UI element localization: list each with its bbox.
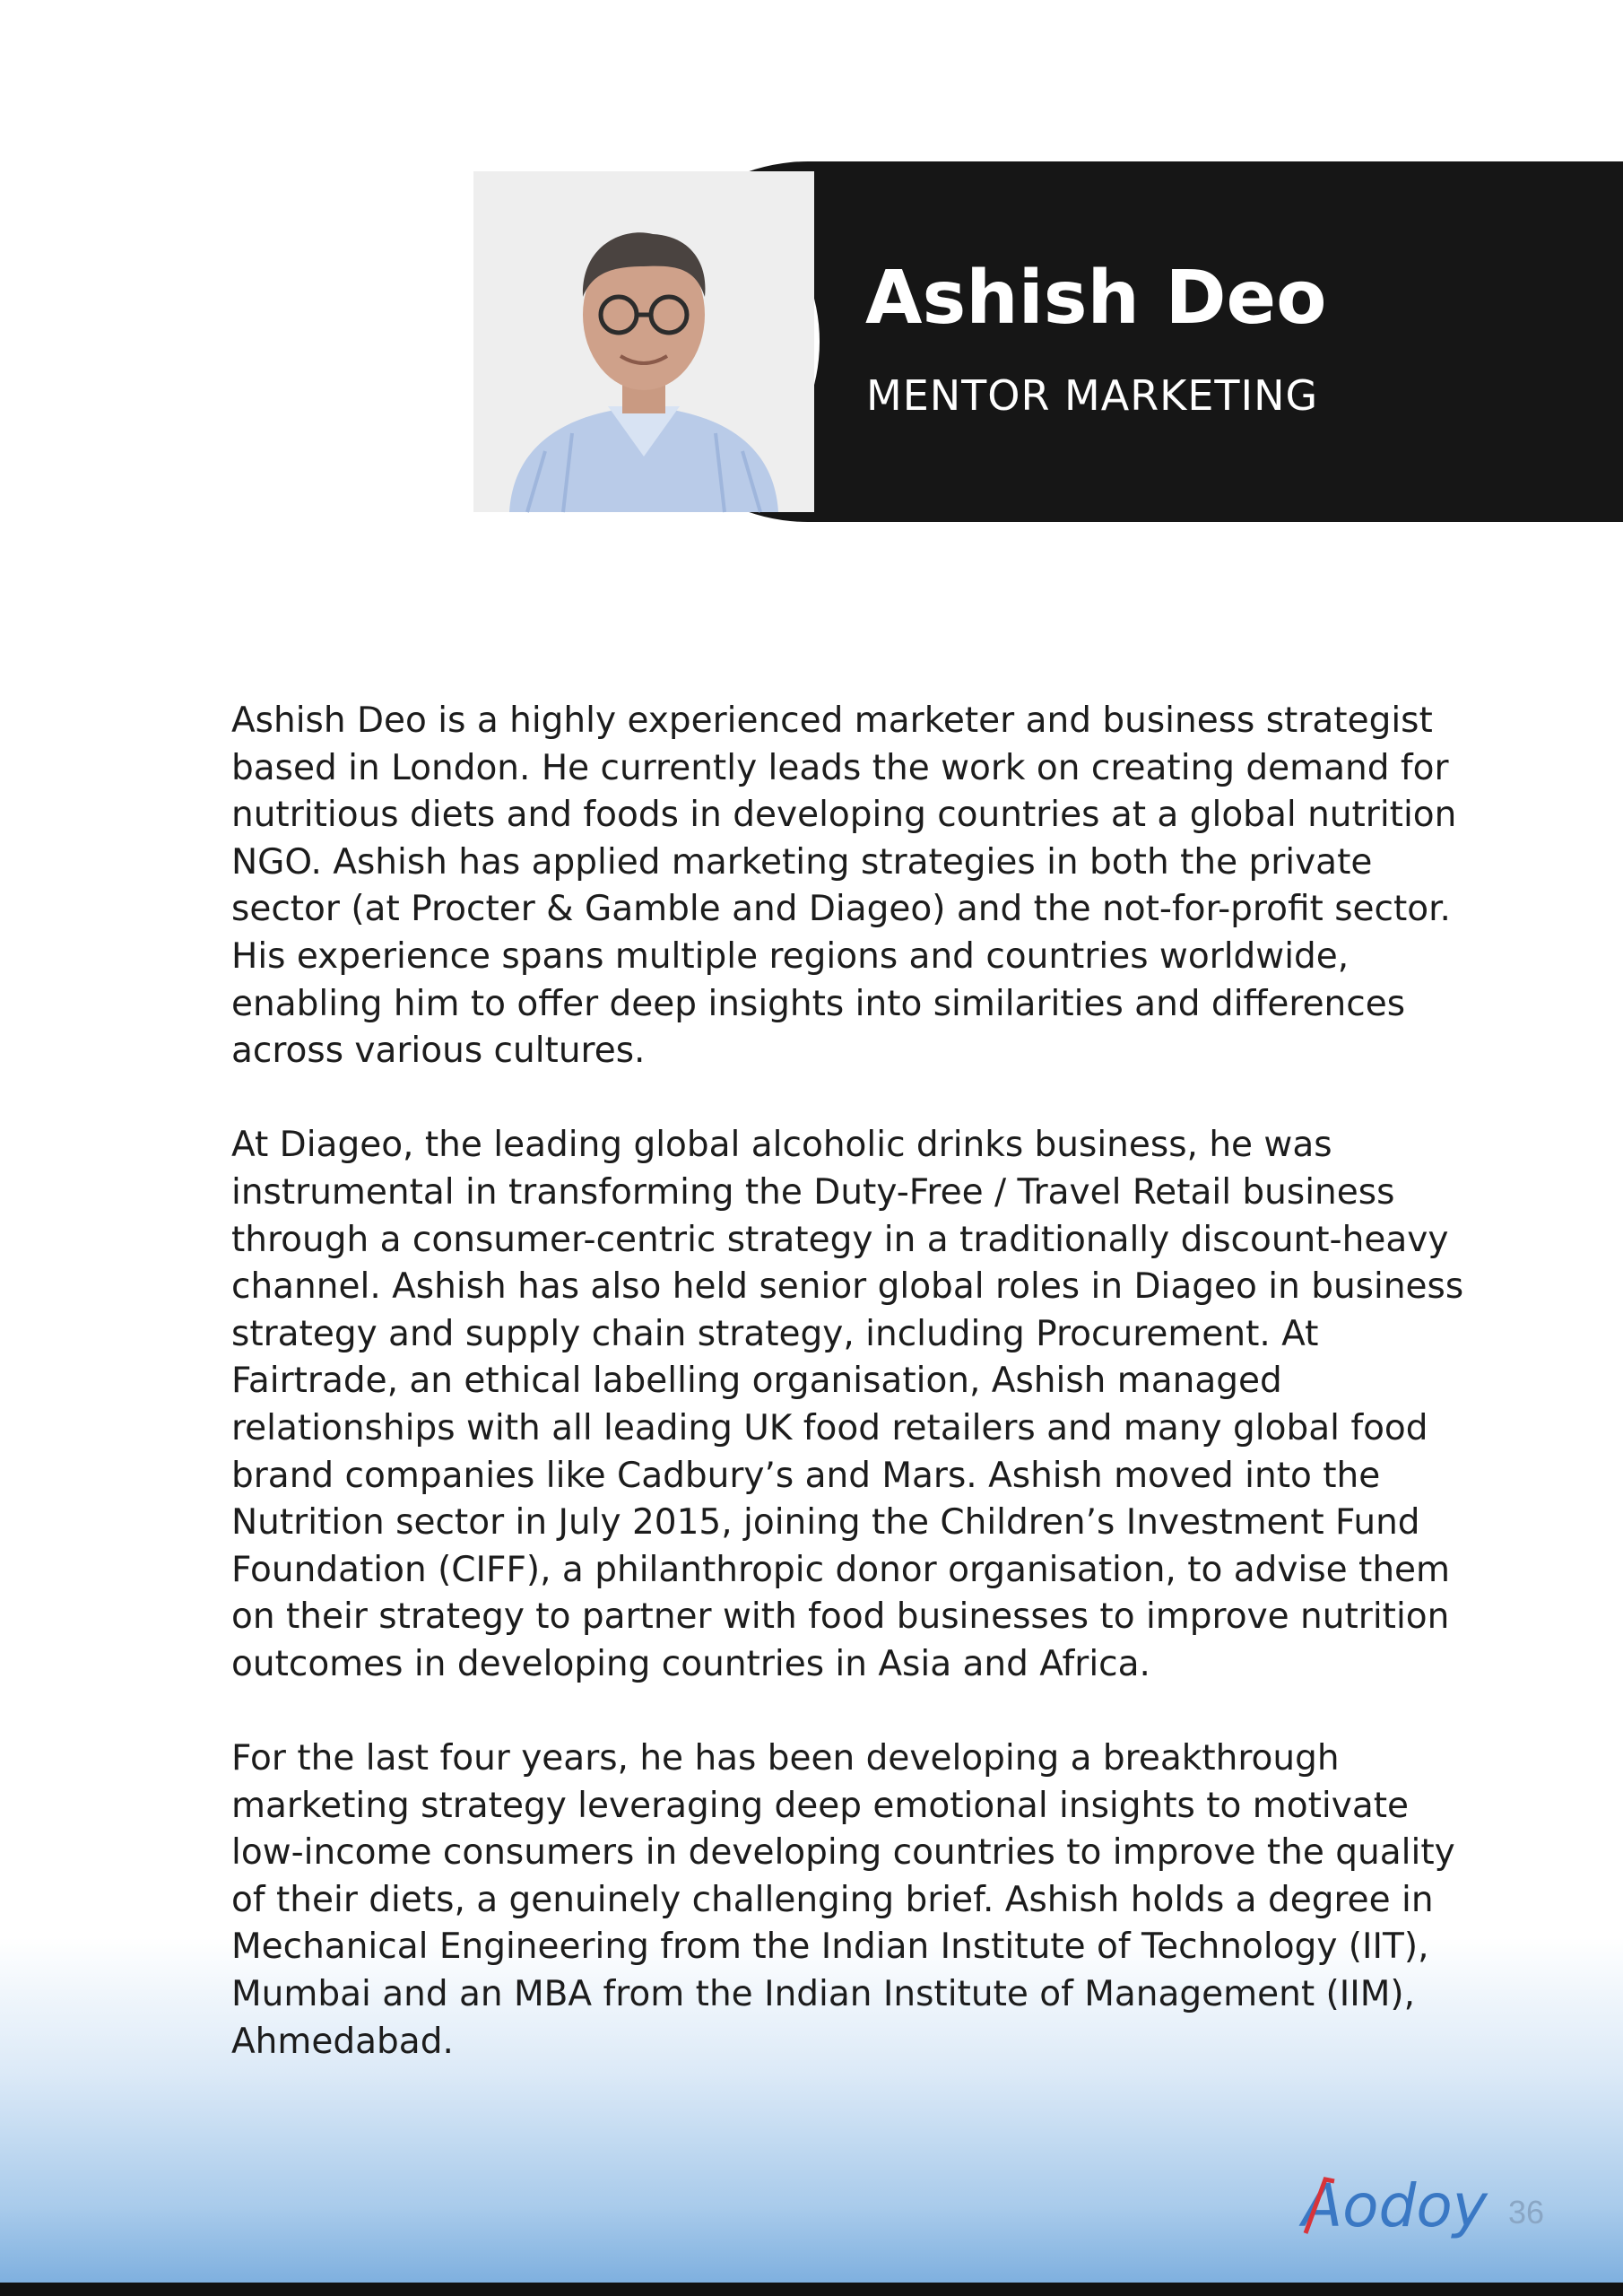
footer-bar — [0, 2283, 1623, 2296]
page-number: 36 — [1508, 2194, 1545, 2231]
bio-paragraph: At Diageo, the leading global alcoholic drinks business, he was instrumental in transforming the Duty-Free / Travel Retail business through a consumer-centric strategy in a traditionally discount-heavy channel. Ashish has also held senior global roles in Diageo in business strategy and supply chain strategy, including Procurement. At Fairtrade, an ethical labelling organisation, Ashish managed relationships with all leading UK food retailers and many global food brand companies like Cadbury’s and Mars. Ashish moved into the Nutrition sector in July 2015, joining the Children’s Investment Fund Foundation (CIFF), a philanthropic donor organisation, to advise them on their strategy to partner with food businesses to improve nutrition outcomes in developing countries in Asia and Africa. — [231, 1125, 1464, 1684]
profile-photo — [473, 171, 814, 512]
person-photo-icon — [473, 171, 814, 512]
bio-paragraph: For the last four years, he has been developing a breakthrough marketing strategy leveraging deep emotional insights to motivate low-income consumers in developing countries to improve the quality of their diets, a genuinely challenging brief. Ashish holds a degree in Mechanical Engineering from the Indian Institute of Technology (IIT), Mumbai and an MBA from the Indian Institute of Management (IIM), Ahmedabad. — [231, 1738, 1455, 2062]
brand-logo-wordmark: Aodoy — [1302, 2171, 1488, 2240]
person-role: MENTOR MARKETING — [866, 371, 1319, 420]
bio-paragraph: Ashish Deo is a highly experienced marketer and business strategist based in London. He currently leads the work on creating demand for nutritious diets and foods in developing countries at a global nutrition NGO. Ashish has applied marketing strategies in both the private sector (at Procter & Gamble and Diageo) and the not-for-profit sector. His experience spans multiple regions and countries worldwide, enabling him to offer deep insights into similarities and differences across various cultures. — [231, 700, 1457, 1072]
person-name: Ashish Deo — [865, 256, 1327, 341]
brand-logo — [1298, 2170, 1488, 2242]
bio-text — [231, 698, 1464, 2113]
